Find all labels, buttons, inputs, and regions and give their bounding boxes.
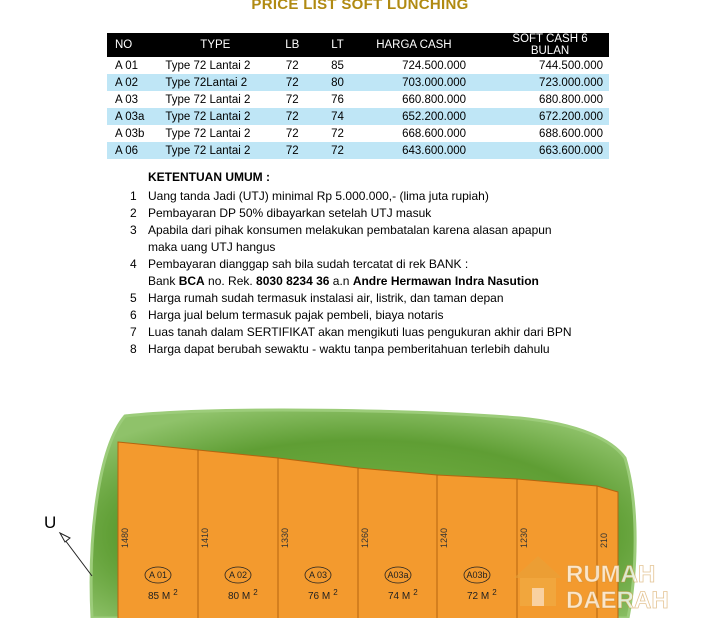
north-compass: [44, 513, 56, 533]
header-harga-cash: HARGA CASH: [359, 33, 494, 57]
header-soft-cash: SOFT CASH 6 BULAN: [494, 33, 609, 57]
plot-area-label: 80 M $^2$: [228, 588, 258, 602]
term-number: 5: [130, 291, 137, 305]
term-number: 1: [130, 189, 137, 203]
cell-type: Type 72 Lantai 2: [162, 142, 268, 159]
table-row: [107, 108, 609, 125]
table-header-row: [107, 33, 609, 57]
plot-depth-label: 1240: [439, 527, 449, 548]
cell-no: A 06: [107, 142, 162, 159]
cell-lt: 85: [331, 59, 344, 72]
cell-lb: 72: [268, 142, 316, 159]
north-arrow-icon: [56, 530, 98, 580]
plot-id-label: A 01: [148, 570, 168, 580]
cell-type: Type 72 Lantai 2: [165, 59, 251, 72]
house-logo-icon: [514, 556, 562, 606]
header-lt: LT: [316, 33, 359, 57]
term-text: Uang tanda Jadi (UTJ) minimal Rp 5.000.000,- (lima juta rupiah): [148, 189, 489, 203]
plot-area-label: 74 M $^2$: [388, 588, 418, 602]
term-text: Harga rumah sudah termasuk instalasi air, listrik, dan taman depan: [148, 291, 504, 305]
cell-harga-cash: 724.500.000: [402, 59, 467, 72]
term-text-block: [148, 256, 600, 290]
cell-soft-cash: 744.500.000: [539, 59, 603, 72]
bank-account-number: 8030 8234 36: [256, 274, 330, 288]
price-table: [107, 33, 609, 159]
plot-depth-label: 1410: [200, 527, 210, 548]
cell-lt: 80: [316, 74, 359, 91]
term-item: [130, 290, 600, 307]
terms-section: [130, 170, 600, 358]
cell-no: A 03b: [115, 127, 145, 140]
bank-name: BCA: [178, 274, 205, 288]
page-title: PRICE LIST SOFT LUNCHING: [251, 0, 469, 13]
watermark-daerah: DAERAH: [566, 587, 669, 614]
plot-depth-label: 1230: [519, 527, 529, 548]
term-text: Harga jual belum termasuk pajak pembeli, biaya notaris: [148, 308, 444, 322]
term-text: Pembayaran DP 50% dibayarkan setelah UTJ masuk: [148, 206, 432, 220]
table-row: [107, 142, 609, 159]
cell-type: Type 72 Lantai 2: [165, 127, 251, 140]
cell-lb: 72: [285, 93, 299, 106]
cell-lb: 72: [268, 74, 316, 91]
bank-prefix: Bank: [148, 274, 179, 288]
term-item: [130, 256, 600, 290]
cell-lb: 72: [285, 59, 299, 72]
term-item: [130, 341, 600, 358]
plot-depth-label: 1480: [120, 527, 130, 548]
term-text: Apabila dari pihak konsumen melakukan pembatalan karena alasan apapun: [148, 223, 552, 237]
term-number: 8: [130, 342, 137, 356]
plot-depth-label: 210: [599, 532, 609, 548]
bank-an: a.n: [329, 274, 353, 288]
term-text-block: [148, 222, 600, 256]
term-number: 7: [130, 325, 137, 339]
cell-harga-cash: 643.600.000: [359, 142, 494, 159]
cell-soft-cash: 680.800.000: [539, 93, 603, 106]
plot-area-label: 72 M $^2$: [467, 588, 497, 602]
cell-lt: 74: [316, 108, 359, 125]
cell-no: A 02: [107, 74, 162, 91]
cell-harga-cash: 668.600.000: [402, 127, 467, 140]
cell-type: Type 72 Lantai 2: [162, 108, 268, 125]
cell-lt: 76: [331, 93, 344, 106]
compass-label: U: [44, 513, 57, 532]
term-number: 4: [130, 257, 137, 271]
cell-no: A 03a: [107, 108, 162, 125]
table-row: [107, 91, 609, 108]
cell-lb: 72: [268, 108, 316, 125]
term-item: [130, 205, 600, 222]
watermark-com: .COM: [685, 571, 707, 603]
header-type: TYPE: [162, 33, 268, 57]
term-number: 3: [130, 223, 137, 237]
cell-lt: 72: [316, 142, 359, 159]
cell-harga-cash: 660.800.000: [402, 93, 467, 106]
plot-depth-label: 1260: [360, 527, 370, 548]
cell-harga-cash: 652.200.000: [359, 108, 494, 125]
term-text: Luas tanah dalam SERTIFIKAT akan mengikuti luas pengukuran akhir dari BPN: [148, 325, 572, 339]
header-no: NO: [107, 33, 162, 57]
plot-id-label: A 02: [228, 570, 248, 580]
term-item: [130, 222, 600, 256]
plot-id-label: A03a: [387, 570, 409, 580]
cell-no: A 03: [115, 93, 139, 106]
term-text: Pembayaran dianggap sah bila sudah tercatat di rek BANK :: [148, 257, 469, 271]
cell-soft-cash: 688.600.000: [539, 127, 603, 140]
watermark-rumah: RUMAH: [566, 561, 656, 588]
cell-lt: 72: [331, 127, 344, 140]
account-holder: Andre Hermawan Indra Nasution: [352, 274, 539, 288]
cell-type: Type 72 Lantai 2: [165, 93, 251, 106]
cell-soft-cash: 672.200.000: [494, 108, 609, 125]
cell-soft-cash: 663.600.000: [494, 142, 609, 159]
bank-mid: no. Rek.: [204, 274, 257, 288]
plot-id-label: A03b: [466, 570, 488, 580]
term-text: Harga dapat berubah sewaktu - waktu tanpa pemberitahuan terlebih dahulu: [148, 342, 550, 356]
terms-heading: KETENTUAN UMUM :: [148, 170, 270, 184]
term-number: 2: [130, 206, 137, 220]
plot-area-label: 85 M $^2$: [148, 588, 178, 602]
term-number: 6: [130, 308, 137, 322]
plot-area-label: 76 M $^2$: [308, 588, 338, 602]
term-text-continued: maka uang UTJ hangus: [148, 240, 276, 254]
term-item: [130, 188, 600, 205]
term-item: [130, 324, 600, 341]
bank-line: [148, 274, 539, 288]
rumahdaerah-watermark: [508, 548, 718, 614]
plot-depth-label: 1330: [280, 527, 290, 548]
plot-id-label: A 03: [308, 570, 328, 580]
cell-harga-cash: 703.000.000: [359, 74, 494, 91]
cell-type: Type 72Lantai 2: [162, 74, 268, 91]
term-item: [130, 307, 600, 324]
cell-soft-cash: 723.000.000: [494, 74, 609, 91]
header-lb: LB: [268, 33, 316, 57]
table-row: [107, 57, 609, 74]
cell-no: A 01: [115, 59, 139, 72]
table-row: [107, 125, 609, 142]
table-row: [107, 74, 609, 91]
cell-lb: 72: [285, 127, 299, 140]
